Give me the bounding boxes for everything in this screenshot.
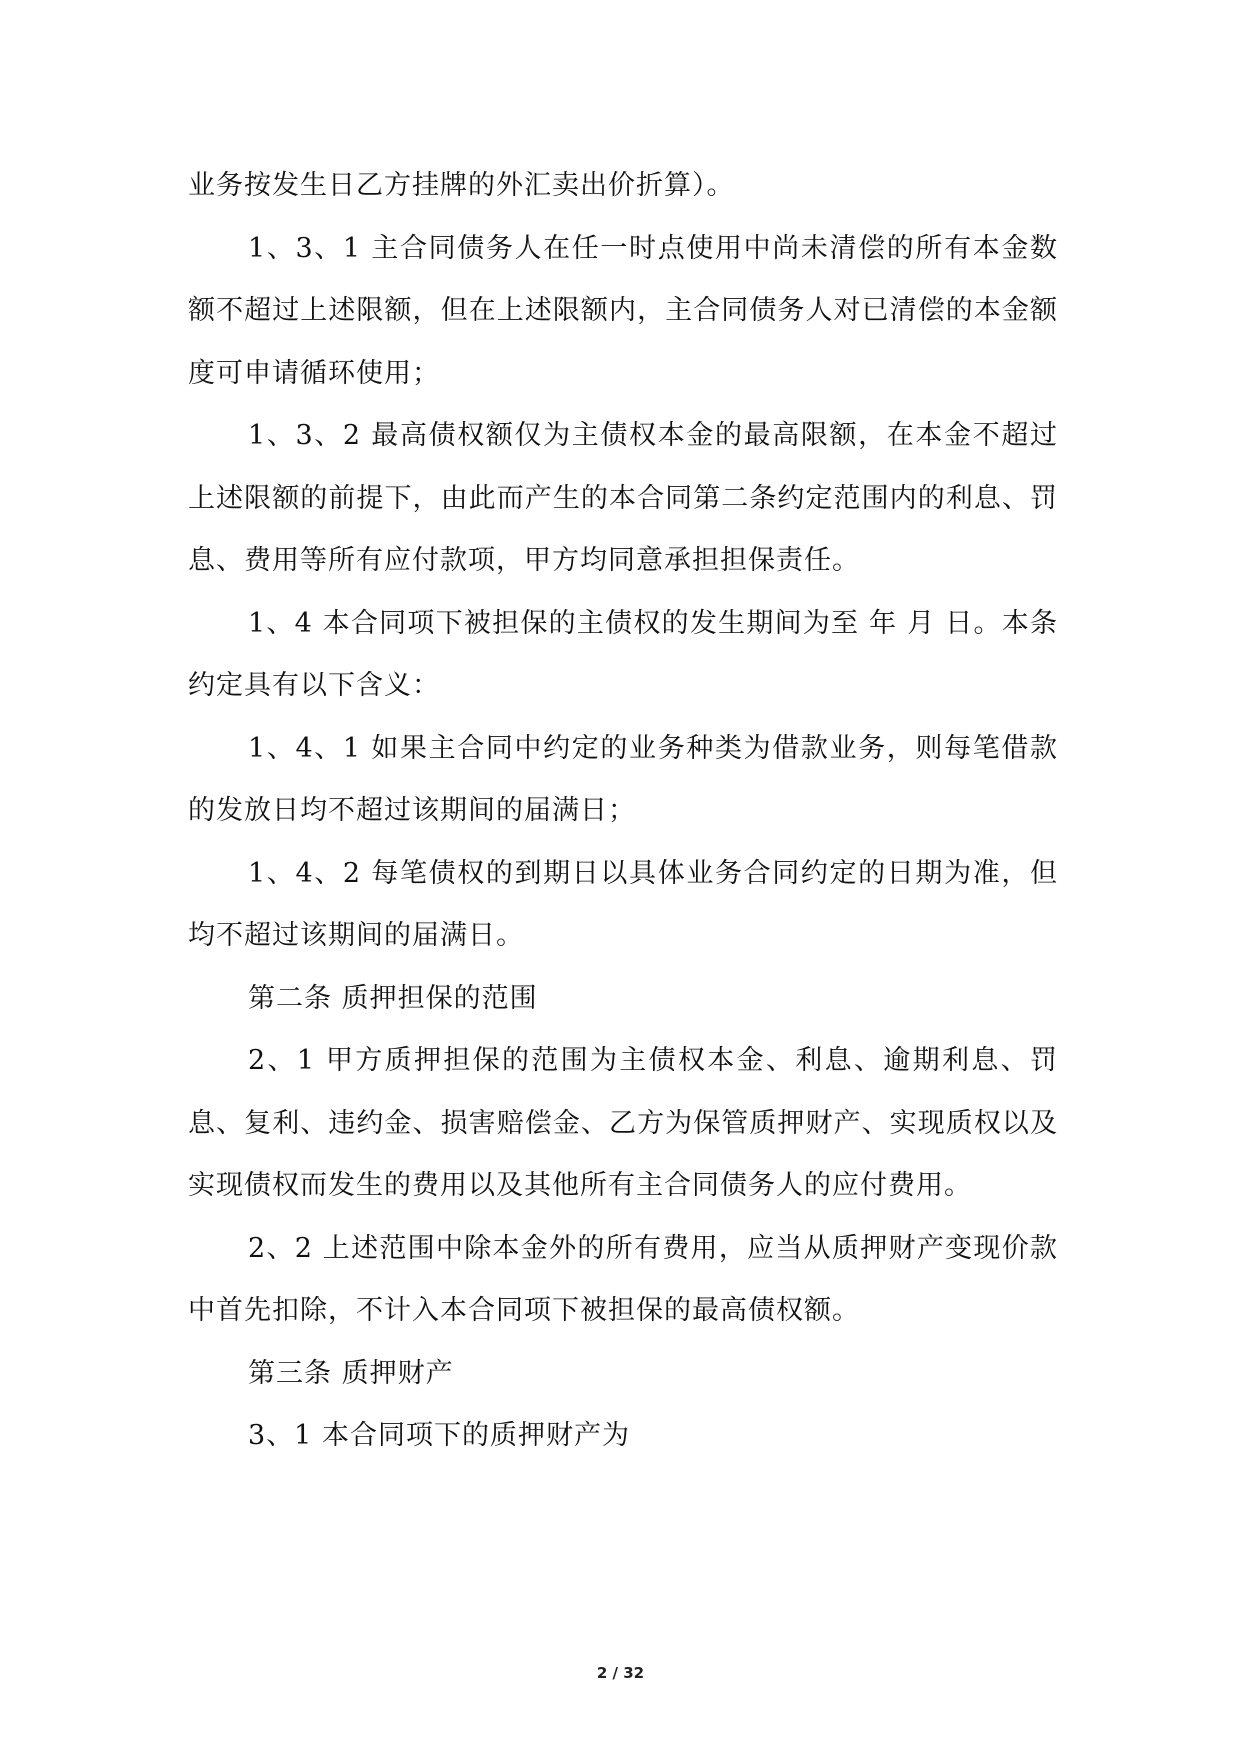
page-number: 2 / 32	[596, 1664, 645, 1682]
paragraph-3: 1、3、2 最高债权额仅为主债权本金的最高限额，在本金不超过上述限额的前提下，由此而产生的本合同第二条约定范围内的利息、罚息、费用等所有应付款项，甲方均同意承担担保责任。	[188, 420, 1058, 576]
section-heading-3: 第三条 质押财产	[248, 1357, 454, 1389]
section-heading-2: 第二条 质押担保的范围	[248, 982, 538, 1014]
paragraph-1: 业务按发生日乙方挂牌的外汇卖出价折算）。	[188, 170, 735, 201]
paragraph-8: 2、1 甲方质押担保的范围为主债权本金、利息、逾期利息、罚息、复利、违约金、损害赔偿金、乙方为保管质押财产、实现质权以及实现债权而发生的费用以及其他所有主合同债务人的应付费用。	[188, 1045, 1058, 1201]
paragraph-11: 3、1 本合同项下的质押财产为	[248, 1420, 630, 1451]
paragraph-5: 1、4、1 如果主合同中约定的业务种类为借款业务，则每笔借款的发放日均不超过该期间的届满日；	[188, 732, 1058, 826]
paragraph-6: 1、4、2 每笔债权的到期日以具体业务合同约定的日期为准，但均不超过该期间的届满日。	[188, 857, 1058, 951]
document-body	[188, 155, 1058, 1468]
paragraph-2: 1、3、1 主合同债务人在任一时点使用中尚未清偿的所有本金数额不超过上述限额，但在上述限额内，主合同债务人对已清偿的本金额度可申请循环使用；	[188, 232, 1058, 389]
paragraph-9: 2、2 上述范围中除本金外的所有费用，应当从质押财产变现价款中首先扣除，不计入本合同项下被担保的最高债权额。	[188, 1232, 1058, 1326]
paragraph-4: 1、4 本合同项下被担保的主债权的发生期间为至 年 月 日。本条约定具有以下含义：	[188, 607, 1058, 701]
